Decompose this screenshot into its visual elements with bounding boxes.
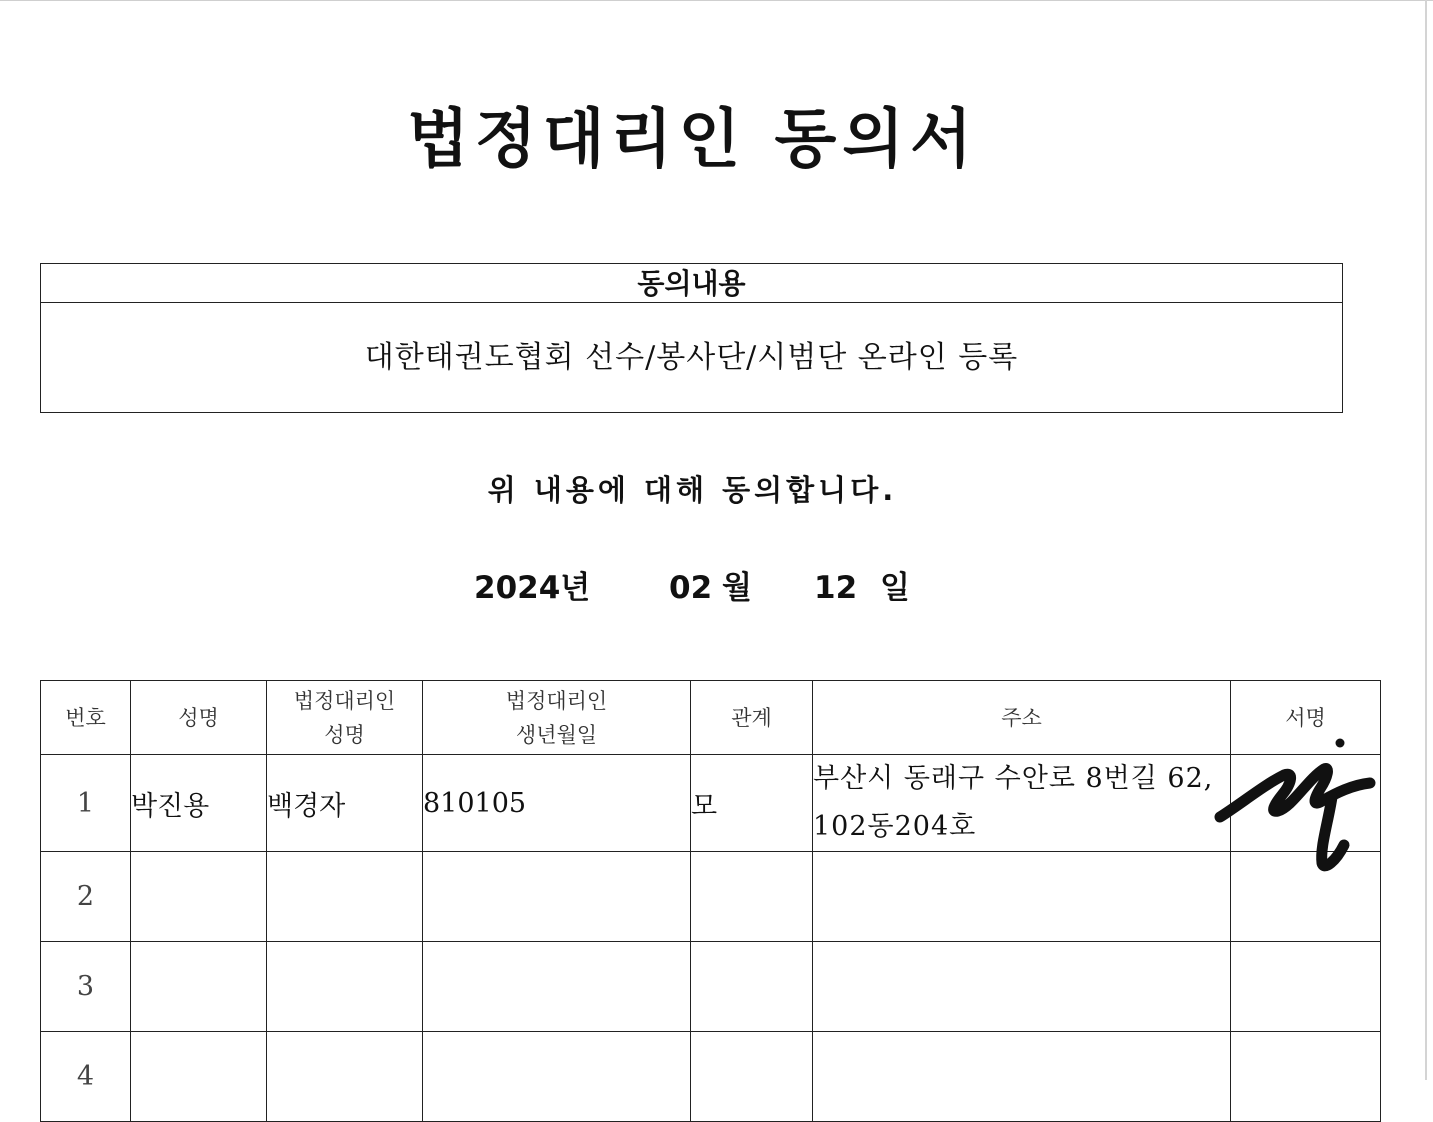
date-month: 02 [669, 570, 713, 606]
row-number: 2 [41, 852, 131, 942]
handwritten-signature [1212, 735, 1382, 885]
address [813, 942, 1231, 1032]
table-row [41, 755, 1381, 852]
signature-cell [1231, 1032, 1381, 1122]
table-header-row [41, 681, 1381, 755]
signature-cell [1231, 942, 1381, 1032]
header-name: 성명 [131, 681, 267, 755]
table-row [41, 852, 1381, 942]
table-row [41, 942, 1381, 1032]
header-guardian-name: 법정대리인 성명 [267, 681, 423, 755]
table-row [41, 1032, 1381, 1122]
document-title: 법정대리인 동의서 [407, 103, 978, 177]
consent-box [40, 263, 1343, 413]
row-number: 1 [41, 755, 131, 852]
date-month-unit: 월 [722, 570, 752, 606]
date-year: 2024년 [474, 570, 591, 606]
guardian-name [267, 852, 423, 942]
guardian-birthdate [423, 852, 691, 942]
address [813, 852, 1231, 942]
row-number: 4 [41, 1032, 131, 1122]
guardian-birthdate [423, 942, 691, 1032]
guardian-name [267, 942, 423, 1032]
relation [691, 852, 813, 942]
relation [691, 1032, 813, 1122]
header-guardian-birthdate: 법정대리인 생년월일 [423, 681, 691, 755]
agreement-statement: 위 내용에 대해 동의합니다. [487, 473, 898, 507]
address: 부산시 동래구 수안로 8번길 62, 102동204호 [813, 755, 1231, 852]
guardian-birthdate: 810105 [423, 755, 691, 852]
guardian-birthdate [423, 1032, 691, 1122]
header-address: 주소 [813, 681, 1231, 755]
guardian-name [267, 1032, 423, 1122]
page-top-edge [0, 0, 1433, 1]
date-day-unit: 일 [880, 570, 910, 606]
student-name [131, 942, 267, 1032]
address [813, 1032, 1231, 1122]
page-right-edge [1425, 0, 1427, 1080]
guardian-name: 백경자 [267, 755, 423, 852]
student-name [131, 1032, 267, 1122]
header-signature: 서명 [1231, 681, 1381, 755]
registration-table [40, 680, 1381, 1122]
header-number: 번호 [41, 681, 131, 755]
consent-header: 동의내용 [41, 264, 1342, 303]
consent-body: 대한태권도협회 선수/봉사단/시범단 온라인 등록 [364, 340, 1019, 375]
row-number: 3 [41, 942, 131, 1032]
student-name: 박진용 [131, 755, 267, 852]
header-relation: 관계 [691, 681, 813, 755]
relation [691, 942, 813, 1032]
date-day: 12 [814, 570, 858, 606]
student-name [131, 852, 267, 942]
relation: 모 [691, 755, 813, 852]
